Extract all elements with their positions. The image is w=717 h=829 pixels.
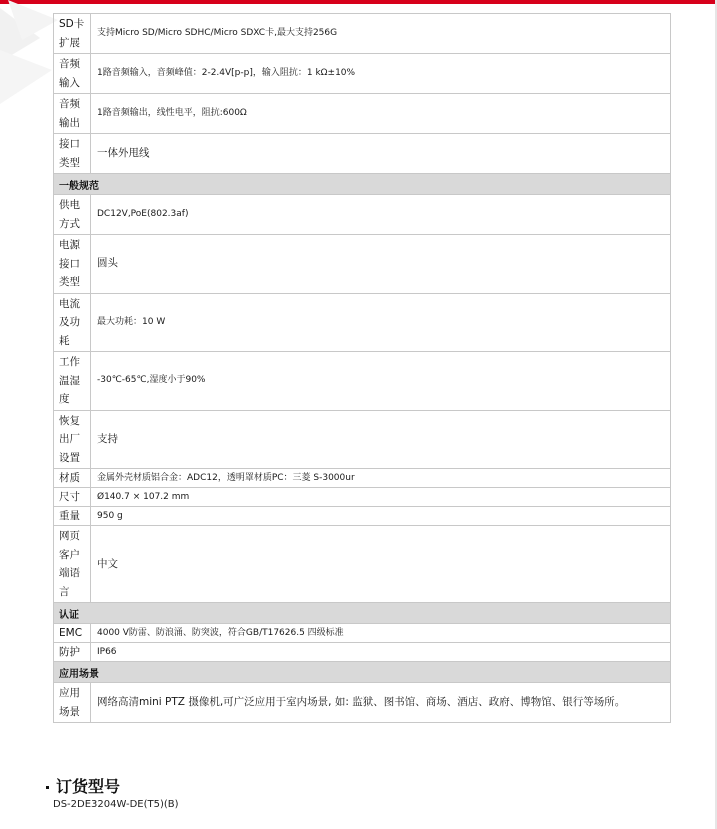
- spec-value: 支持Micro SD/Micro SDHC/Micro SDXC卡,最大支持256G: [91, 14, 671, 54]
- spec-label: 材质: [54, 469, 91, 488]
- spec-value: 最大功耗：10 W: [91, 293, 671, 352]
- spec-table: [53, 13, 671, 723]
- spec-value: 金属外壳材质铝合金：ADC12，透明罩材质PC：三菱 S-3000ur: [91, 469, 671, 488]
- spec-label: SD卡扩展: [54, 14, 91, 54]
- spec-section-header: [54, 174, 671, 195]
- section-title: 认证: [54, 603, 671, 624]
- spec-label: 防护: [54, 643, 91, 662]
- spec-value: 4000 V防雷、防浪涌、防突波，符合GB/T17626.5 四级标准: [91, 624, 671, 643]
- spec-label: 音频输出: [54, 94, 91, 134]
- spec-label: 供电方式: [54, 195, 91, 235]
- spec-row: [54, 54, 671, 94]
- spec-row: [54, 624, 671, 643]
- spec-row: [54, 643, 671, 662]
- spec-value: 950 g: [91, 507, 671, 526]
- spec-section-header: [54, 603, 671, 624]
- top-accent-bar: [0, 0, 717, 4]
- spec-value: Ø140.7 × 107.2 mm: [91, 488, 671, 507]
- spec-row: [54, 410, 671, 469]
- order-section-heading: [46, 774, 120, 797]
- spec-label: 音频输入: [54, 54, 91, 94]
- spec-label: 接口类型: [54, 134, 91, 174]
- spec-label: 恢复出厂设置: [54, 410, 91, 469]
- section-title: 应用场景: [54, 662, 671, 683]
- spec-table-body: [54, 14, 671, 723]
- spec-row: [54, 293, 671, 352]
- spec-label: 电流及功耗: [54, 293, 91, 352]
- spec-label: 电源接口类型: [54, 235, 91, 294]
- spec-label: 尺寸: [54, 488, 91, 507]
- spec-row: [54, 235, 671, 294]
- spec-section-header: [54, 662, 671, 683]
- spec-row: [54, 507, 671, 526]
- brand-watermark-icon: [0, 0, 60, 110]
- spec-value: IP66: [91, 643, 671, 662]
- spec-label: 重量: [54, 507, 91, 526]
- spec-value: 1路音频输出，线性电平，阻抗:600Ω: [91, 94, 671, 134]
- spec-value: 网络高清mini PTZ 摄像机,可广泛应用于室内场景, 如: 监狱、图书馆、商场、酒店、政府、博物馆、银行等场所。: [91, 683, 671, 723]
- spec-value: -30℃-65℃,湿度小于90%: [91, 352, 671, 411]
- order-title-text: 订货型号: [56, 777, 121, 796]
- spec-row: [54, 94, 671, 134]
- spec-label: 网页客户端语言: [54, 526, 91, 603]
- spec-label: EMC: [54, 624, 91, 643]
- order-model-number: DS-2DE3204W-DE(T5)(B): [53, 799, 179, 810]
- spec-label: 工作温湿度: [54, 352, 91, 411]
- spec-row: [54, 134, 671, 174]
- bullet-icon: [46, 786, 49, 789]
- section-title: 一般规范: [54, 174, 671, 195]
- spec-row: [54, 14, 671, 54]
- spec-value: 中文: [91, 526, 671, 603]
- spec-row: [54, 683, 671, 723]
- spec-value: DC12V,PoE(802.3af): [91, 195, 671, 235]
- spec-value: 1路音频输入，音频峰值：2-2.4V[p-p]，输入阻抗：1 kΩ±10%: [91, 54, 671, 94]
- spec-value: 圆头: [91, 235, 671, 294]
- spec-row: [54, 195, 671, 235]
- spec-value: 支持: [91, 410, 671, 469]
- spec-row: [54, 526, 671, 603]
- spec-label: 应用场景: [54, 683, 91, 723]
- spec-value: 一体外甩线: [91, 134, 671, 174]
- spec-row: [54, 469, 671, 488]
- spec-row: [54, 488, 671, 507]
- spec-row: [54, 352, 671, 411]
